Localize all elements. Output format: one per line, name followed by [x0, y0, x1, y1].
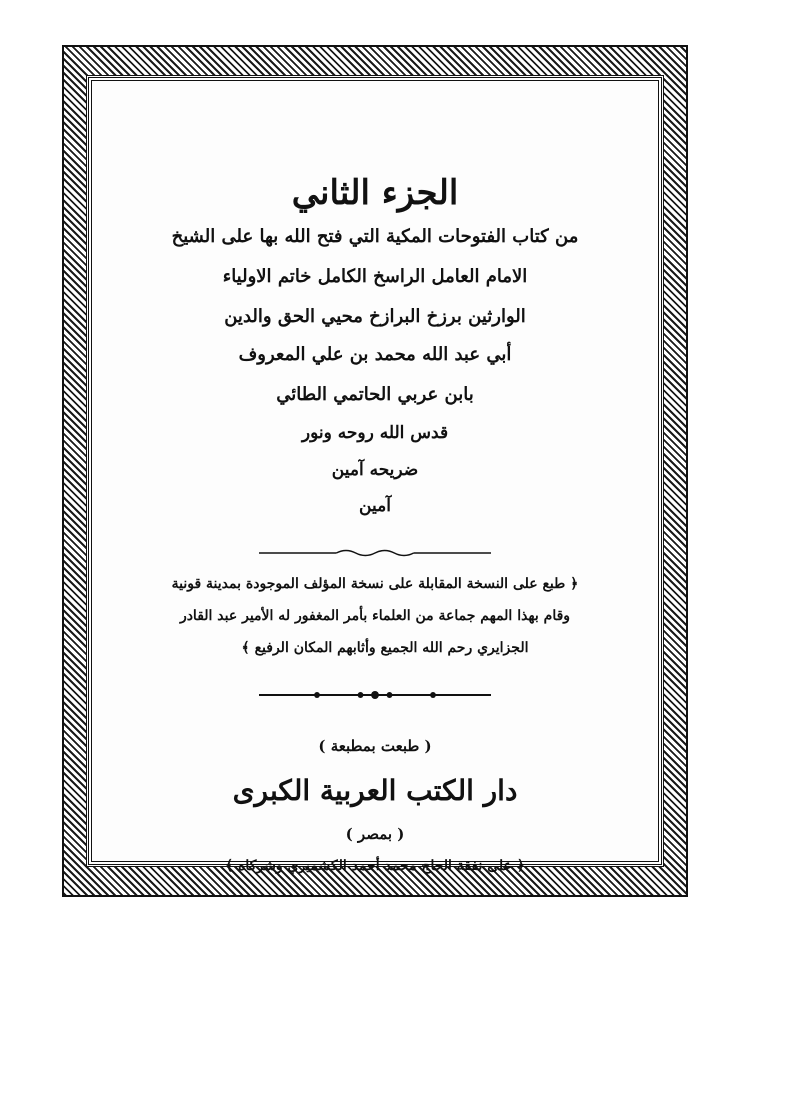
subtitle-line: الامام العامل الراسخ الكامل خاتم الاولياء — [222, 266, 528, 287]
subtitle-line: آمين — [359, 496, 391, 516]
subtitle-line: الوارثين برزخ البرازخ محيي الحق والدين — [224, 306, 526, 327]
subtitle-line: ضريحه آمين — [331, 460, 419, 480]
dotted-divider — [259, 690, 491, 700]
ornament-divider — [259, 548, 491, 558]
publisher-name: دار الكتب العربية الكبرى — [232, 774, 518, 807]
edition-note-line: الجزايري رحم الله الجميع وأثابهم المكان الرفيع ﴾ — [241, 640, 529, 656]
printed-at-label: ( طبعت بمطبعة ) — [318, 737, 432, 755]
subtitle-line: أبي عبد الله محمد بن علي المعروف — [238, 344, 512, 365]
title-page-frame — [86, 75, 664, 874]
subtitle-line: بابن عربي الحاتمي الطائي — [276, 384, 474, 405]
volume-title: الجزء الثاني — [291, 173, 459, 213]
subtitle-line: قدس الله روحه ونور — [301, 423, 449, 443]
edition-note-line: ﴿ طبع على النسخة المقابلة على نسخة المؤلف الموجودة بمدينة قونية — [171, 576, 579, 592]
sponsor-line: ﴿ على نفقة الحاج محمد أحمد الكشميري وشركاه ﴾ — [225, 858, 525, 874]
city-label: ( بمصر ) — [345, 825, 405, 843]
edition-note-line: وقام بهذا المهم جماعة من العلماء بأمر المغفور له الأمير عبد القادر — [179, 608, 571, 624]
subtitle-line: من كتاب الفتوحات المكية التي فتح الله بها على الشيخ — [171, 226, 579, 247]
ornamental-border — [62, 45, 688, 897]
title-page-content — [89, 78, 661, 874]
